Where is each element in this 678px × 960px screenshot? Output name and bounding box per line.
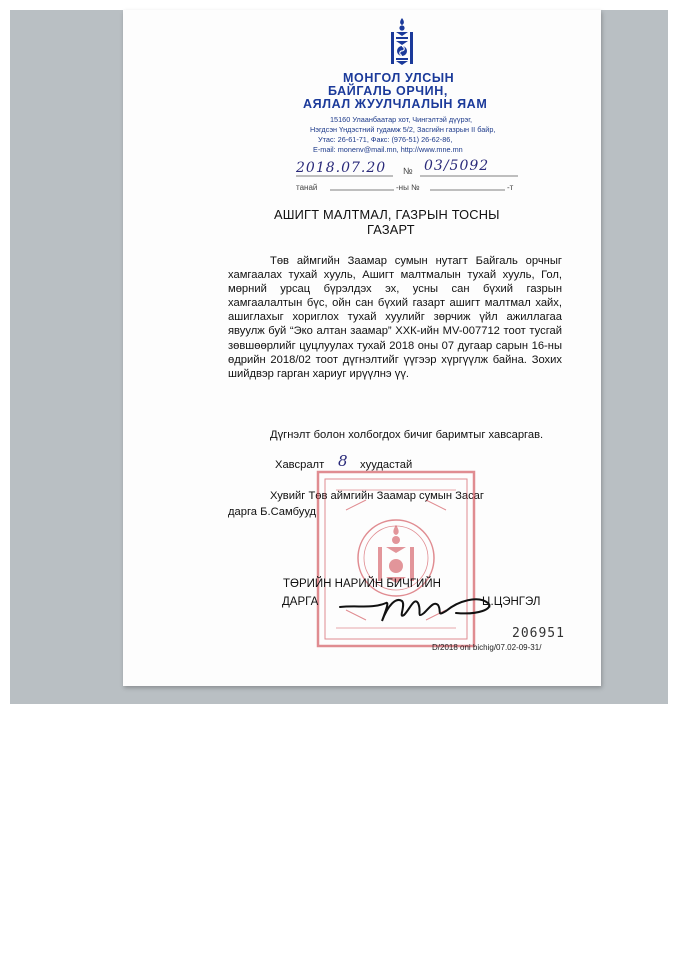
recipient-line2: ГАЗАРТ: [367, 222, 415, 237]
signatory-title-line2: ДАРГА: [282, 596, 319, 608]
signatory-title-line1: ТӨРИЙН НАРИЙН БИЧГИЙН: [283, 578, 441, 590]
address-line4: E-mail: monenv@mail.mn, http://www.mne.mn: [313, 145, 463, 154]
letter-date: 2018.07.20: [296, 160, 387, 176]
number-label: №: [403, 166, 413, 176]
org-name-line3: АЯЛАЛ ЖУУЛЧЛАЛЫН ЯАМ: [303, 97, 488, 111]
body-paragraph-2: Дүгнэлт болон холбогдох бичиг баримтыг хавсаргав.: [270, 429, 544, 441]
iny-no-label: -ны №: [396, 183, 420, 192]
signatory-name: Ц.ЦЭНГЭЛ: [482, 596, 541, 608]
org-name-line1: МОНГОЛ УЛСЫН: [343, 71, 455, 85]
letter-number: 03/5092: [424, 158, 490, 174]
t-label: -т: [507, 183, 514, 192]
body-paragraph-1: Төв аймгийн Заамар сумын нутагт Байгаль орчныг хамгаалах тухай хууль, Ашигт малтмалын тухай хууль, Гол, мөрний урсац бүрэлдэх эх, усны сан бүхий газрын хамгаалалтын бүс, ойн сан бүхий газарт ашигт малтмал хайх, ашиглахыг хориглох тухай хуулийг зөрчиж үйл ажиллагаа явуулж буй “Эко алтан заамар” ХХК-ийн MV-007712 тоот тусгай зөвшөөрлийг цуцлуулах тухай 2018 оны 07 дугаар сарын 16-ны өдрийн 2018/02 тоот дүгнэлтийг үүгээр хүргүүлж байна. Зохих шийдвэр гарган хариуг ирүүлнэ үү.: [228, 255, 562, 380]
document-code: D/2018 oni bichig/07.02-09-31/: [432, 643, 542, 652]
copy-line2: дарга Б.Самбууд: [228, 506, 317, 518]
attachment-label: Хавсралт: [275, 459, 325, 471]
address-line3: Утас: 26-61-71, Факс: (976-51) 26-62-86,: [318, 135, 453, 144]
registration-number: 206951: [512, 626, 565, 641]
attachment-count: 8: [338, 452, 349, 470]
handwritten-signature: [338, 585, 498, 633]
copy-line1: Хувийг Төв аймгийн Заамар сумын Засаг: [270, 490, 484, 502]
org-name-line2: БАЙГАЛЬ ОРЧИН,: [328, 84, 448, 98]
recipient-line1: АШИГТ МАЛТМАЛ, ГАЗРЫН ТОСНЫ: [274, 207, 500, 222]
address-line1: 15160 Улаанбаатар хот, Чингэлтэй дүүрэг,: [330, 115, 473, 124]
tanai-label: танай: [296, 183, 318, 192]
attachment-unit: хуудастай: [360, 459, 413, 471]
address-line2: Нэгдсэн Үндэстний гудамж 5/2, Засгийн газрын II байр,: [310, 125, 496, 134]
